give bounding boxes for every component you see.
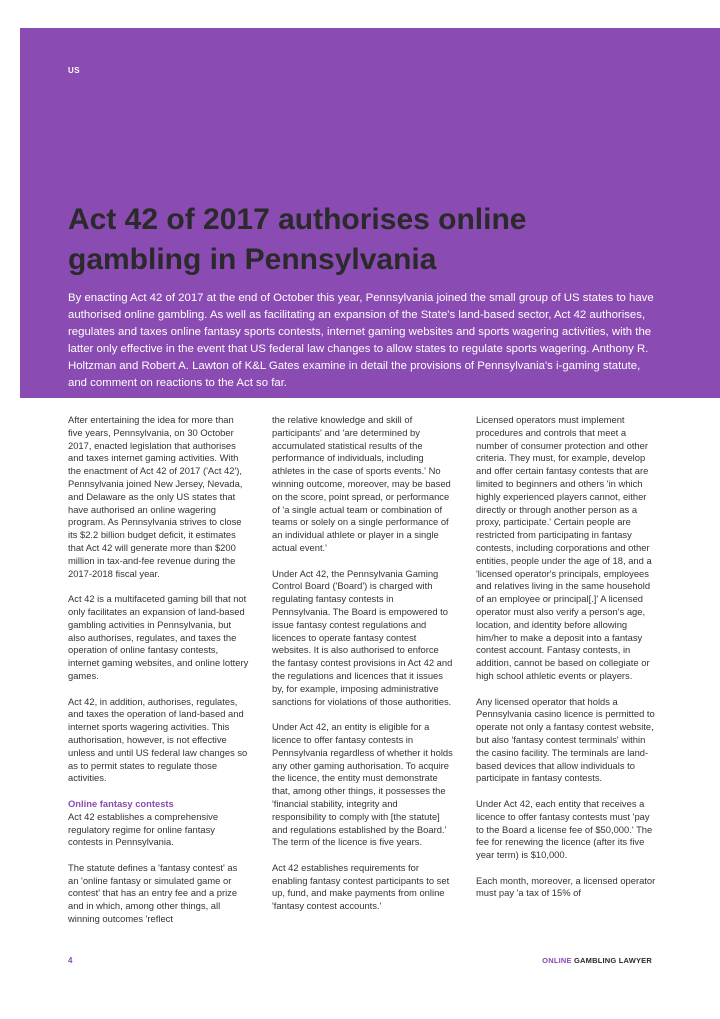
paragraph: Act 42, in addition, authorises, regulates, and taxes the operation of land-based and internet sports wagering activities. This authorisation, however, is not effective unless and until US federal law changes so as to permit states to regulate those activities.	[68, 695, 248, 784]
paragraph: Licensed operators must implement procedures and controls that meet a number of consumer protection and other criteria. They must, for example, develop and offer certain fantasy contests that are limited to beginners and others 'in which highly experienced players cannot, either directly or through another person as a proxy, participate.' Certain people are restricted from participating in fantasy contests, including corporations and other entities, people under the age of 18, and a 'licensed operator's principals, employees and relatives living in the same household of an employee or principal[.]' A licensed operator must also verify a person's age, location, and identity before allowing him/her to make a deposit into a fantasy contest account. Fantasy contests, in addition, cannot be based on collegiate or high school athletic events or players.	[476, 414, 652, 681]
paragraph: The statute defines a 'fantasy contest' as an 'online fantasy or simulated game or contest' that has an entry fee and a prize and in which, among other things, all winning outcomes 'reflect	[68, 861, 238, 925]
paragraph: Under Act 42, each entity that receives a licence to offer fantasy contests must 'pay to the Board a license fee of $50,000.' The fee for renewing the licence (after its five year term) is $10,000.	[476, 797, 653, 861]
paragraph: Any licensed operator that holds a Pennsylvania casino licence is permitted to operate not only a fantasy contest website, but also 'fantasy contest terminals' within the casino facility. The terminals are land-based devices that allow individuals to participate in fantasy contests.	[476, 695, 655, 784]
paragraph: Each month, moreover, a licensed operator must pay 'a tax of 15% of	[476, 874, 656, 899]
subheading-online-fantasy-contests: Online fantasy contests	[68, 797, 174, 809]
publication-name	[542, 956, 652, 965]
column-1	[68, 414, 250, 939]
article-standfirst: By enacting Act 42 of 2017 at the end of October this year, Pennsylvania joined the small group of US states to have authorised online gambling. As well as facilitating an expansion of the State's land-based sector, Act 42 authorises, regulates and taxes online fantasy sports contests, internet gaming websites and sports wagering activities, with the latter only effective in the event that US federal law changes to allow states to regulate sports wagering. Anthony R. Holtzman and Robert A. Lawton of K&L Gates examine in detail the provisions of Pennsylvania's i-gaming statute, and comment on reactions to the Act so far.	[68, 292, 654, 389]
column-2	[272, 414, 454, 939]
paragraph: Act 42 establishes requirements for enabling fantasy contest participants to set up, fund, and make payments from online 'fantasy contest accounts.'	[272, 861, 450, 912]
paragraph: Under Act 42, an entity is eligible for a licence to offer fantasy contests in Pennsylvania regardless of whether it holds any other gaming authorisation. To acquire the licence, the entity must demonstrate that, among other things, it possesses the 'financial stability, integrity and responsibility to comply with [the statute] and regulations established by the Board.' The term of the licence is five years.	[272, 721, 453, 848]
header-banner	[20, 28, 720, 398]
paragraph: After entertaining the idea for more than five years, Pennsylvania, on 30 October 2017, enacted legislation that authorises and taxes internet gaming activities. With the enactment of Act 42 of 2017 ('Act 42'), Pennsylvania joined New Jersey, Nevada, and Delaware as the only US states that have authorised an online wagering program. As Pennsylvania strives to close its $2.2 billion budget deficit, it estimates that Act 42 will generate more than $200 million in tax-and-fee revenue during the 2017-2018 fiscal year.	[68, 414, 243, 579]
article-body	[68, 414, 658, 939]
paragraph: Act 42 is a multifaceted gaming bill that not only facilitates an expansion of land-based gambling activities in Pennsylvania, but also authorises, regulates, and taxes the operation of online fantasy contests, internet gaming websites, and online lottery games.	[68, 593, 249, 681]
paragraph: Under Act 42, the Pennsylvania Gaming Control Board ('Board') is charged with regulating fantasy contests in Pennsylvania. The Board is empowered to issue fantasy contest regulations and licences to operate fantasy contest websites. It is also authorised to enforce the fantasy contest provisions in Act 42 and the regulations and licences that it issues by, for example, imposing administrative sanctions for violations of those authorities.	[272, 567, 453, 707]
publication-name-rest: GAMBLING LAWYER	[571, 956, 652, 965]
paragraph: Act 42 establishes a comprehensive regulatory regime for online fantasy contests in Pennsylvania.	[68, 810, 219, 848]
column-3	[476, 414, 658, 939]
paragraph: the relative knowledge and skill of participants' and 'are determined by accumulated statistical results of the performance of individuals, including athletes in the case of sports events.' No winning outcome, moreover, may be based on the score, point spread, or performance of 'a single actual team or combination of teams or solely on a single performance of an individual athlete or player in a single actual event.'	[272, 414, 451, 553]
section-tag: US	[68, 66, 81, 75]
article-headline: Act 42 of 2017 authorises online gambling in Pennsylvania	[68, 203, 527, 276]
page-number: 4	[68, 956, 73, 965]
publication-name-accent: ONLINE	[542, 956, 572, 965]
